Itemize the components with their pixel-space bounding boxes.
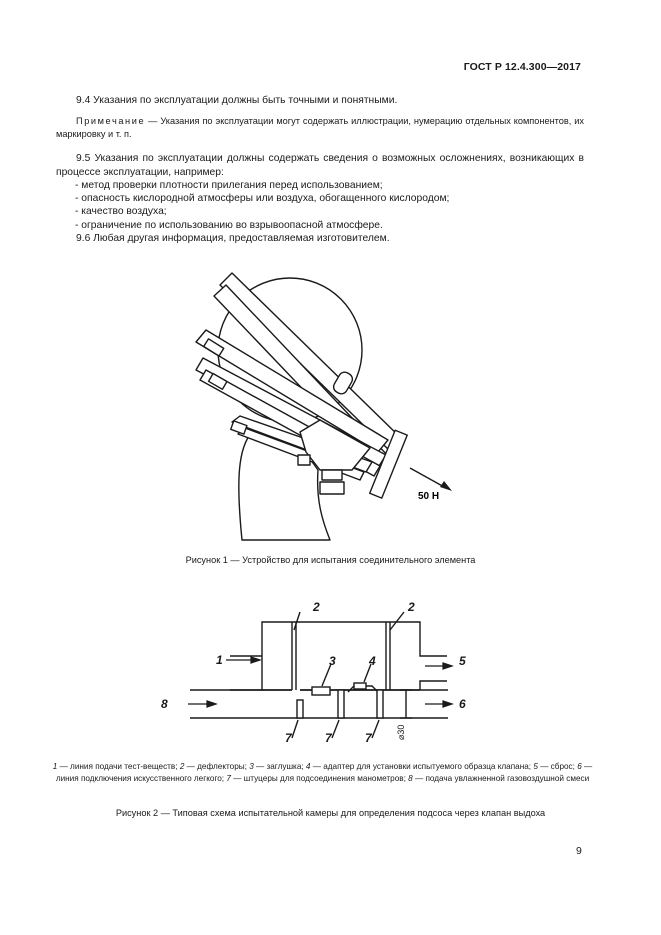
inlet-pipe xyxy=(230,656,262,690)
harness-strap-upper xyxy=(220,273,404,453)
force-label: 50 Н xyxy=(418,491,440,502)
clause-9-6: 9.6 Любая другая информация, предоставляемая изготовителем. xyxy=(76,233,390,244)
legend-text: — дефлекторы; xyxy=(184,762,250,771)
legend-key: 2 xyxy=(179,762,185,771)
label-4: 4 xyxy=(369,654,376,668)
buckle xyxy=(204,339,224,356)
valve-adapter xyxy=(348,686,378,692)
legend-text: — линия подачи тест-веществ; xyxy=(57,762,180,771)
figure-2-caption: Рисунок 2 — Типовая схема испытательной камеры для определения подсоса через клапан выдоха xyxy=(115,808,546,818)
lower-duct xyxy=(190,690,448,718)
label-7c: 7 xyxy=(365,731,372,745)
plug xyxy=(312,687,330,695)
legend-text: — адаптер для установки испытуемого образца клапана; xyxy=(310,762,532,771)
list-item: - метод проверки плотности прилегания перед использованием; xyxy=(75,180,383,191)
label-1: 1 xyxy=(216,653,223,667)
legend-text: — сброс; xyxy=(537,762,578,771)
valve-adapter-base xyxy=(354,683,366,689)
gauge-fitting xyxy=(297,700,303,718)
legend-text: — подача увлажненной газовоздушной смеси xyxy=(412,773,590,783)
harness-strap-lower xyxy=(200,370,380,476)
list-item: - опасность кислородной атмосферы или воздуха, обогащенного кислородом; xyxy=(75,193,450,204)
legend-text: — штуцеры для подсоединения манометров; xyxy=(230,773,409,783)
clause-9-5-intro: 9.5 Указания по эксплуатации должны содержать сведения о возможных осложнениях, возникающих в процессе эксплуатации, например: xyxy=(56,153,584,178)
harness-strap-bottom xyxy=(232,416,372,472)
harness-strap-bottom-2 xyxy=(238,428,364,480)
mannequin-head xyxy=(218,278,362,422)
label-8: 8 xyxy=(161,697,168,711)
label-7b: 7 xyxy=(325,731,332,745)
mannequin-neck xyxy=(239,432,330,540)
label-7a: 7 xyxy=(285,731,292,745)
chamber-body xyxy=(262,622,447,690)
gauge-fitting xyxy=(377,690,383,718)
pull-bar xyxy=(370,430,408,498)
legend-key: 1 xyxy=(52,762,58,771)
gauge-fitting xyxy=(338,690,344,718)
legend-key: 6 xyxy=(577,762,582,771)
figure-1-caption: Рисунок 1 — Устройство для испытания соединительного элемента xyxy=(185,555,476,565)
mask-body xyxy=(300,420,370,470)
label-6: 6 xyxy=(459,697,466,711)
note-text: — Указания по эксплуатации могут содержать иллюстрации, нумерацию отдельных компонентов, их маркировку и т. п. xyxy=(56,116,584,139)
document-header: ГОСТ Р 12.4.300—2017 xyxy=(463,61,581,73)
harness-strap-upper-2 xyxy=(214,285,390,468)
buckle xyxy=(331,370,354,396)
clause-9-4: 9.4 Указания по эксплуатации должны быть точными и понятными. xyxy=(76,95,398,106)
legend-key: 8 xyxy=(408,773,413,783)
force-arrow xyxy=(410,468,446,488)
page-number: 9 xyxy=(576,845,582,857)
legend-key: 4 xyxy=(305,762,311,771)
figure-2-legend xyxy=(50,761,595,784)
legend-text: — заглушка; xyxy=(253,762,306,771)
legend-key: 7 xyxy=(226,773,231,783)
label-2b: 2 xyxy=(408,600,415,614)
note-paragraph xyxy=(56,115,584,140)
chin-valve xyxy=(298,455,310,465)
force-arrowhead xyxy=(440,481,452,491)
label-3: 3 xyxy=(329,654,336,668)
legend-text: — линия подключения искусственного легкого; xyxy=(55,762,593,783)
diameter-label: ⌀30 xyxy=(396,724,406,740)
legend-key: 5 xyxy=(533,762,538,771)
chamber-bottom xyxy=(262,681,447,690)
list-item: - ограничение по использованию во взрывоопасной атмосфере. xyxy=(75,220,383,231)
note-label: Примечание xyxy=(76,116,146,126)
connector-element xyxy=(322,470,342,480)
legend-key: 3 xyxy=(249,762,254,771)
label-2a: 2 xyxy=(313,600,320,614)
buckle xyxy=(231,421,247,434)
list-item: - качество воздуха; xyxy=(75,206,167,217)
connector-element-2 xyxy=(320,482,344,494)
harness-strap-middle xyxy=(196,330,388,452)
harness-strap-middle-2 xyxy=(196,358,386,466)
buckle xyxy=(209,374,227,390)
label-5: 5 xyxy=(459,654,466,668)
